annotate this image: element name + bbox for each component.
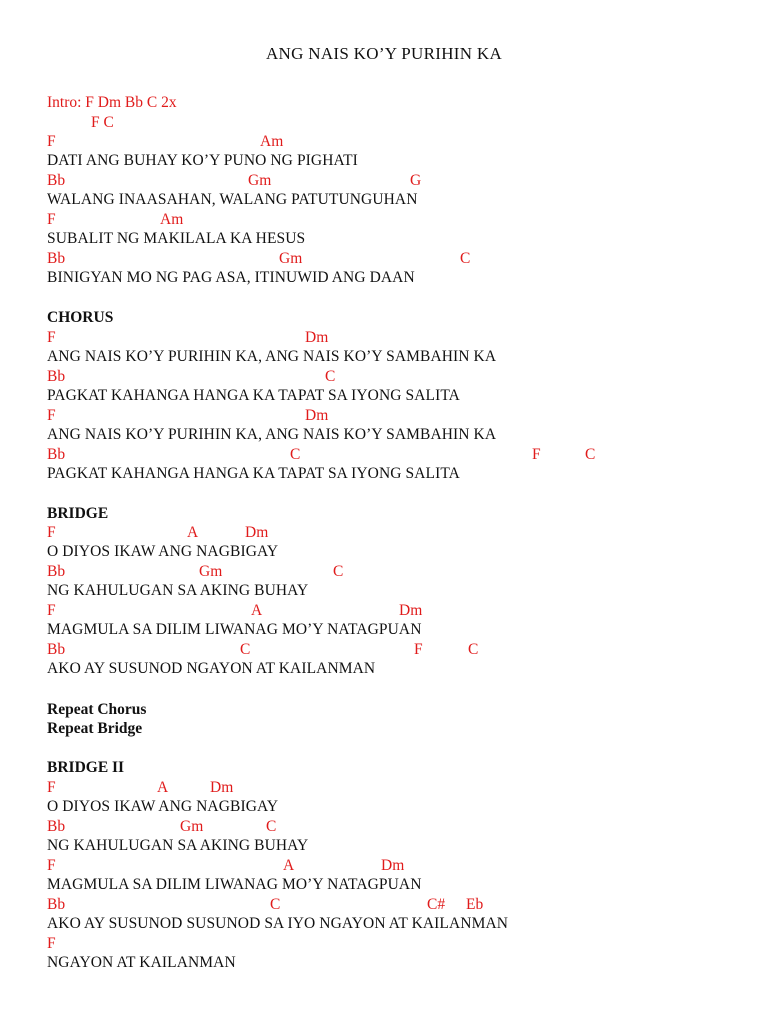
chord-line: [47, 133, 284, 153]
chord: Bb: [47, 250, 66, 267]
chord: Dm: [399, 602, 423, 619]
lyric-line: O DIYOS IKAW ANG NAGBIGAY: [47, 798, 279, 815]
chord: C: [240, 641, 251, 658]
chord-line: [47, 641, 479, 661]
chord: F: [47, 407, 56, 424]
song-title: ANG NAIS KO’Y PURIHIN KA: [265, 44, 503, 63]
chord: Bb: [47, 446, 66, 463]
chord: F: [47, 524, 56, 541]
chord: Gm: [180, 818, 204, 835]
chord: G: [410, 172, 422, 189]
chord: C: [468, 641, 479, 658]
chord-line: [47, 935, 63, 955]
chord: F: [47, 935, 56, 952]
lyric-line: AKO AY SUSUNOD SUSUNOD SA IYO NGAYON AT KAILANMAN: [47, 915, 509, 932]
chord: Eb: [466, 896, 484, 913]
chord-line: [47, 524, 269, 544]
chord: Dm: [305, 407, 329, 424]
lyric-line: PAGKAT KAHANGA HANGA KA TAPAT SA IYONG SALITA: [47, 465, 460, 482]
chord: F: [532, 446, 541, 463]
chord-line: [47, 779, 234, 799]
chord: C: [325, 368, 336, 385]
lyric-line: MAGMULA SA DILIM LIWANAG MO’Y NATAGPUAN: [47, 621, 422, 638]
chord: C: [266, 818, 277, 835]
lyric-line: O DIYOS IKAW ANG NAGBIGAY: [47, 543, 279, 560]
chord-line: [47, 563, 344, 583]
chord: F: [47, 857, 56, 874]
section-heading-bridge: BRIDGE: [47, 505, 109, 522]
chord: Am: [160, 211, 184, 228]
lyric-line: NGAYON AT KAILANMAN: [47, 954, 236, 971]
section-heading-chorus: CHORUS: [47, 309, 114, 326]
chord-line: [47, 857, 405, 877]
chord: F: [414, 641, 423, 658]
chord: F: [47, 211, 56, 228]
chord: Gm: [248, 172, 272, 189]
chord: C: [585, 446, 596, 463]
chord: C#: [427, 896, 446, 913]
chord: C: [460, 250, 471, 267]
intro-line: Intro: F Dm Bb C 2x: [47, 94, 177, 111]
chord-line: [47, 172, 422, 192]
chord: Bb: [47, 563, 66, 580]
chord: Bb: [47, 818, 66, 835]
lyric-line: PAGKAT KAHANGA HANGA KA TAPAT SA IYONG SALITA: [47, 387, 460, 404]
chord-line: [47, 602, 423, 622]
chord-line: [47, 329, 329, 349]
chord: Bb: [47, 368, 66, 385]
chord-line: [47, 896, 484, 916]
chord: A: [251, 602, 263, 619]
chord-line: [47, 818, 277, 838]
chord: F: [47, 133, 56, 150]
chord: C: [333, 563, 344, 580]
chord: A: [157, 779, 169, 796]
lyric-line: BINIGYAN MO NG PAG ASA, ITINUWID ANG DAAN: [47, 269, 415, 286]
lyric-line: ANG NAIS KO’Y PURIHIN KA, ANG NAIS KO’Y SAMBAHIN KA: [47, 348, 497, 365]
chord: Dm: [245, 524, 269, 541]
chord-line: [47, 407, 329, 427]
lyric-line: SUBALIT NG MAKILALA KA HESUS: [47, 230, 306, 247]
chord: Bb: [47, 172, 66, 189]
chord-line: [47, 446, 596, 466]
lyric-line: AKO AY SUSUNOD NGAYON AT KAILANMAN: [47, 660, 376, 677]
repeat-chorus-note: Repeat Chorus: [47, 701, 147, 718]
intro-line-2: F C: [91, 114, 114, 131]
chord: F: [47, 602, 56, 619]
chord-line: [47, 368, 336, 388]
chord: C: [270, 896, 281, 913]
chord: Bb: [47, 896, 66, 913]
chord: Bb: [47, 641, 66, 658]
chord-line: [47, 211, 184, 231]
section-heading-bridge-2: BRIDGE II: [47, 759, 125, 776]
chord: Dm: [305, 329, 329, 346]
lyric-line: NG KAHULUGAN SA AKING BUHAY: [47, 837, 309, 854]
lyric-line: NG KAHULUGAN SA AKING BUHAY: [47, 582, 309, 599]
chord-line: [47, 250, 471, 270]
chord: Gm: [199, 563, 223, 580]
lyric-line: ANG NAIS KO’Y PURIHIN KA, ANG NAIS KO’Y SAMBAHIN KA: [47, 426, 497, 443]
chord: F: [47, 329, 56, 346]
chord: C: [290, 446, 301, 463]
lyric-line: WALANG INAASAHAN, WALANG PATUTUNGUHAN: [47, 191, 418, 208]
chord: A: [187, 524, 199, 541]
chord: F: [47, 779, 56, 796]
repeat-bridge-note: Repeat Bridge: [47, 720, 143, 737]
chord: Gm: [279, 250, 303, 267]
chord: Dm: [381, 857, 405, 874]
chord: Dm: [210, 779, 234, 796]
chord: A: [283, 857, 295, 874]
lyric-line: DATI ANG BUHAY KO’Y PUNO NG PIGHATI: [47, 152, 358, 169]
lyric-line: MAGMULA SA DILIM LIWANAG MO’Y NATAGPUAN: [47, 876, 422, 893]
chord: Am: [260, 133, 284, 150]
